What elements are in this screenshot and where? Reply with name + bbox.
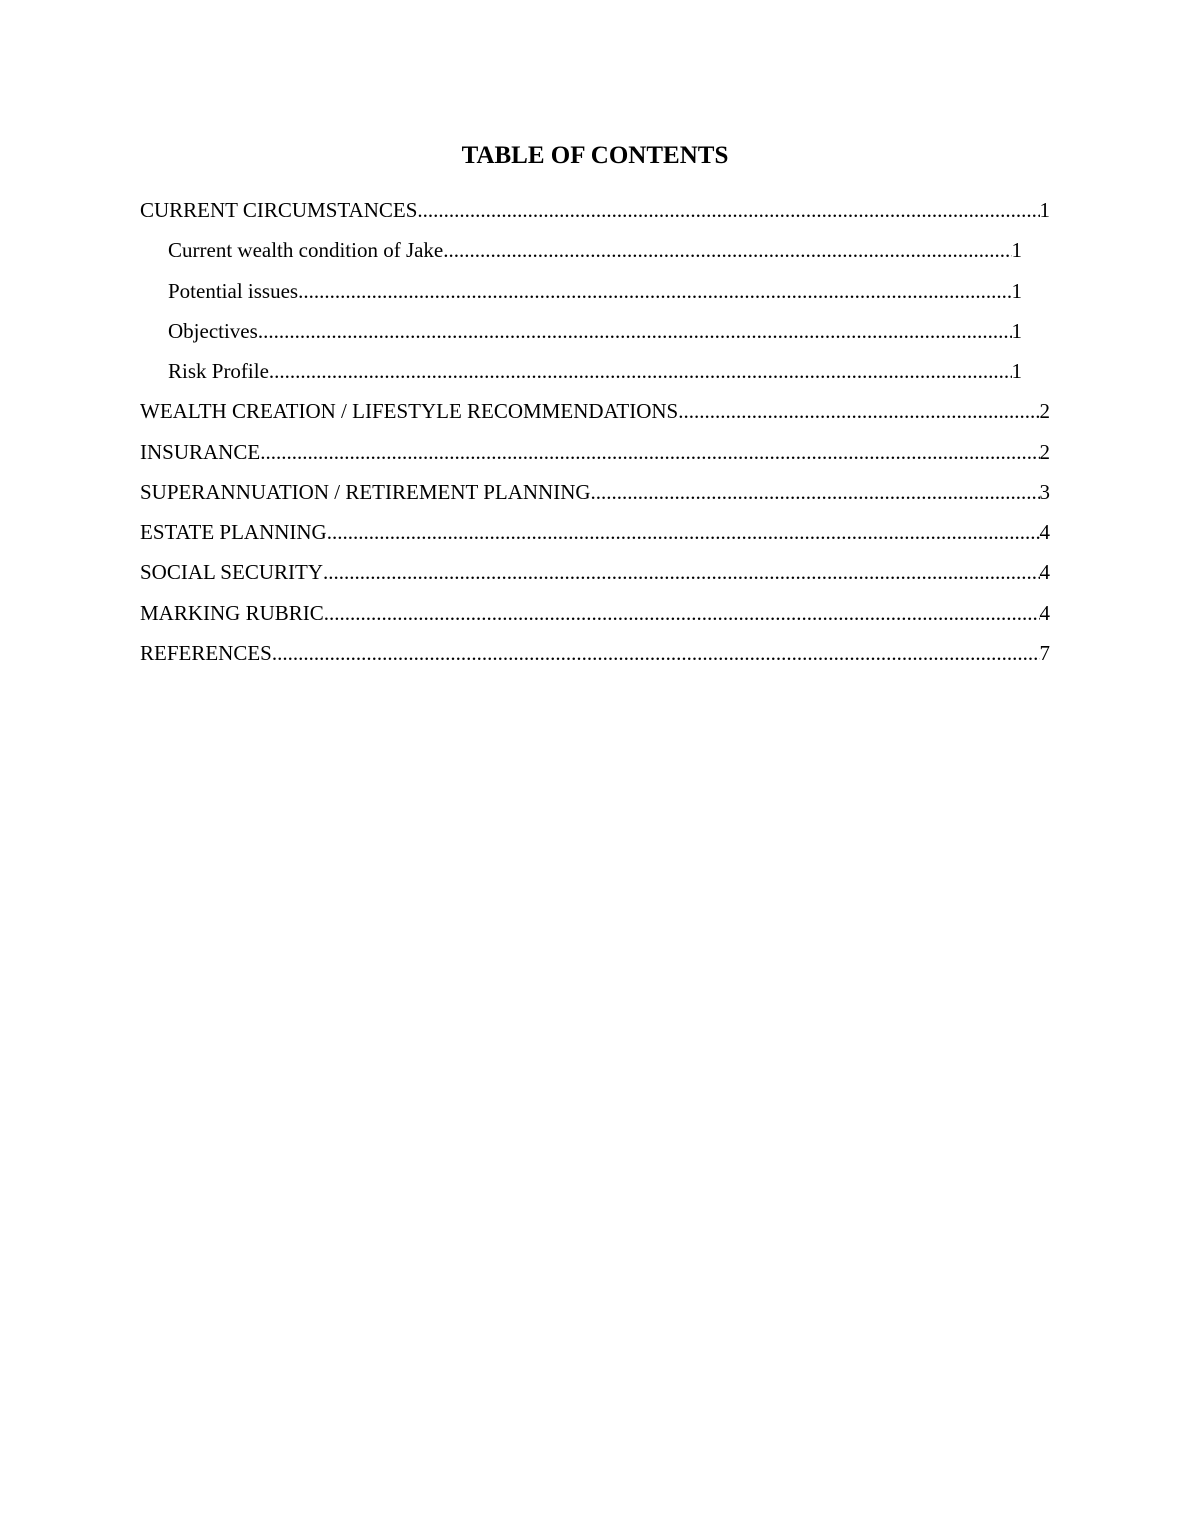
toc-entry-label: SOCIAL SECURITY — [140, 560, 323, 584]
toc-dot-leader — [591, 478, 1040, 506]
toc-dot-leader — [258, 317, 1012, 345]
toc-entry-references[interactable] — [140, 639, 1050, 667]
toc-page-number: 1 — [1011, 238, 1022, 262]
toc-dot-leader — [272, 639, 1040, 667]
toc-title: TABLE OF CONTENTS — [461, 142, 729, 169]
toc-entry-label: REFERENCES — [140, 641, 272, 665]
toc-entry-label: WEALTH CREATION / LIFESTYLE RECOMMENDATIONS — [140, 399, 679, 423]
toc-entry-potential-issues[interactable] — [168, 277, 1022, 305]
toc-dot-leader — [298, 277, 1011, 305]
toc-entry-label: Potential issues — [168, 279, 299, 303]
toc-entry-current-wealth-condition[interactable] — [168, 236, 1022, 264]
toc-page-number: 4 — [1039, 601, 1050, 625]
toc-dot-leader — [443, 236, 1011, 264]
toc-page-number: 2 — [1039, 440, 1050, 464]
toc-page-number: 1 — [1011, 359, 1022, 383]
toc-dot-leader — [260, 438, 1039, 466]
toc-entry-risk-profile[interactable] — [168, 357, 1022, 385]
toc-entry-social-security[interactable] — [140, 558, 1050, 586]
toc-page-number: 3 — [1039, 480, 1050, 504]
toc-page-number: 1 — [1039, 198, 1050, 222]
toc-dot-leader — [417, 196, 1039, 224]
toc-page-number: 4 — [1039, 520, 1050, 544]
toc-entry-wealth-creation[interactable] — [140, 397, 1050, 425]
toc-entry-insurance[interactable] — [140, 438, 1050, 466]
toc-dot-leader — [678, 397, 1039, 425]
toc-page-number: 1 — [1011, 279, 1022, 303]
toc-entry-label: CURRENT CIRCUMSTANCES — [140, 198, 418, 222]
toc-page-number: 2 — [1039, 399, 1050, 423]
toc-dot-leader — [324, 599, 1040, 627]
toc-entry-superannuation[interactable] — [140, 478, 1050, 506]
toc-entry-objectives[interactable] — [168, 317, 1022, 345]
toc-entry-label: Risk Profile — [168, 359, 269, 383]
toc-entry-current-circumstances[interactable] — [140, 196, 1050, 224]
toc-dot-leader — [323, 558, 1040, 586]
toc-entry-label: MARKING RUBRIC — [140, 601, 324, 625]
toc-dot-leader — [269, 357, 1012, 385]
toc-entry-label: Objectives — [168, 319, 258, 343]
toc-entry-label: Current wealth condition of Jake — [168, 238, 444, 262]
toc-entry-marking-rubric[interactable] — [140, 599, 1050, 627]
toc-page-number: 7 — [1039, 641, 1050, 665]
toc-page-number: 4 — [1039, 560, 1050, 584]
toc-page-number: 1 — [1011, 319, 1022, 343]
toc-entry-label: ESTATE PLANNING — [140, 520, 327, 544]
toc-entry-label: INSURANCE — [140, 440, 261, 464]
toc-dot-leader — [327, 518, 1040, 546]
toc-entry-estate-planning[interactable] — [140, 518, 1050, 546]
toc-entry-label: SUPERANNUATION / RETIREMENT PLANNING — [140, 480, 591, 504]
